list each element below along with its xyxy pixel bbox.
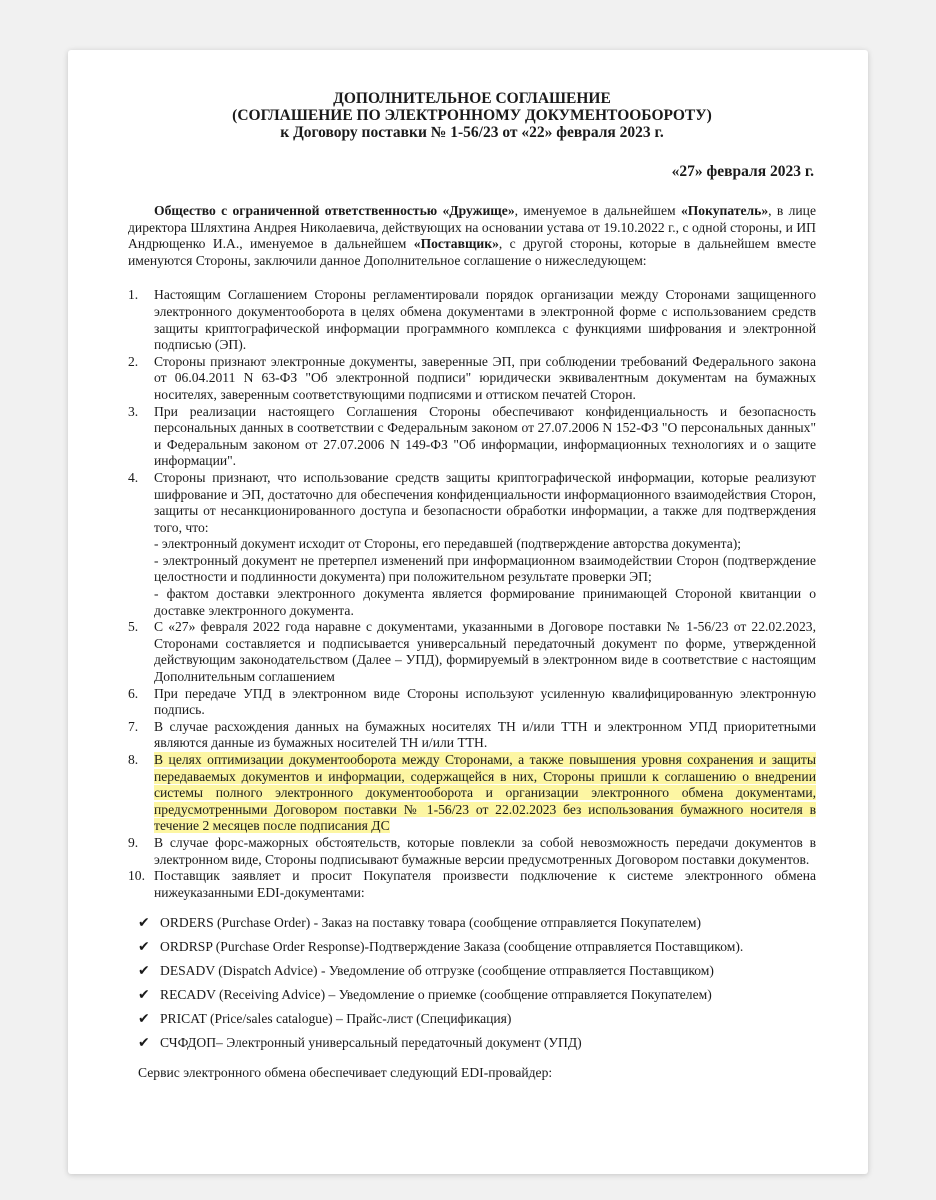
clause-text: Поставщик заявляет и просит Покупателя произвести подключение к системе электронного обмена нижеуказанными EDI-документами: xyxy=(154,868,816,900)
edi-document-label: PRICAT (Price/sales catalogue) – Прайс-лист (Спецификация) xyxy=(160,1011,512,1027)
clause-number: 7. xyxy=(128,718,139,734)
document-title xyxy=(128,90,816,141)
clause-text: С «27» февраля 2022 года наравне с документами, указанными в Договоре поставки № 1-56/23 от 22.02.2023, Сторонами составляется и подписывается универсальный передаточный документ по форме, утвержденной действующим законодательством (Далее – УПД), формируемый в электронном виде в соответствие с настоящим Дополнительным соглашением xyxy=(154,619,816,685)
clause-number: 6. xyxy=(128,685,139,701)
checkmark-icon: ✔ xyxy=(138,1011,150,1028)
edi-documents-list xyxy=(138,915,816,1059)
clause-number: 9. xyxy=(128,834,139,850)
edi-document-item xyxy=(138,1011,816,1035)
checkmark-icon: ✔ xyxy=(138,987,150,1004)
edi-document-label: ORDERS (Purchase Order) - Заказ на поставку товара (сообщение отправляется Покупателем) xyxy=(160,915,702,931)
clause-text: В случае расхождения данных на бумажных носителях ТН и/или ТТН и электронном УПД приоритетными являются данные из бумажных носителей ТН и/или ТТН. xyxy=(154,718,816,751)
clause-subitem: - электронный документ исходит от Стороны, его передавшей (подтверждение авторства документа); xyxy=(154,536,742,552)
edi-document-label: DESADV (Dispatch Advice) - Уведомление об отгрузке (сообщение отправляется Поставщиком) xyxy=(160,963,714,979)
intro-part-3: , с другой стороны, которые в дальнейшем вместе именуются Стороны, заключили данное Дополнительное соглашение о нижеследующем: xyxy=(128,236,816,268)
clause-number: 8. xyxy=(128,752,139,767)
document-date: «27» февраля 2023 г. xyxy=(671,163,814,180)
clause-text: Настоящим Соглашением Стороны регламентировали порядок организации между Сторонами защищенного электронного документооборота в целях обмена документами в электронной форме с использованием средств защиты криптографической информации программного комплекса с функциями шифрования и электронной подписью (ЭП). xyxy=(154,287,816,353)
edi-document-item xyxy=(138,939,816,963)
clause-number: 10. xyxy=(128,868,145,884)
clause-item xyxy=(128,619,816,685)
document-page xyxy=(68,50,868,1174)
edi-document-item xyxy=(138,915,816,939)
clause-text: При реализации настоящего Соглашения Стороны обеспечивают конфиденциальность и безопасность персональных данных в соответствии с Федеральным законом от 27.07.2006 N 152-ФЗ "О персональных данных" и Федеральным законом от 27.07.2006 N 149-ФЗ "Об информации, информационных технологиях и о защите информации". xyxy=(154,403,816,469)
edi-document-item xyxy=(138,963,816,987)
clause-text: При передаче УПД в электронном виде Стороны используют усиленную квалифицированную электронную подпись. xyxy=(154,685,816,718)
clause-number: 1. xyxy=(128,287,139,303)
edi-document-item xyxy=(138,1035,816,1059)
intro-part-2: , в лице директора Шляхтина Андрея Николаевича, действующих на основании устава от 19.10.2022 г., с одной стороны, и ИП Андрющенко И.А., именуемое в дальнейшем xyxy=(128,203,816,252)
closing-line: Сервис электронного обмена обеспечивает следующий EDI-провайдер: xyxy=(138,1065,553,1081)
title-line-1: ДОПОЛНИТЕЛЬНОЕ СОГЛАШЕНИЕ xyxy=(333,90,611,107)
checkmark-icon: ✔ xyxy=(138,915,150,932)
edi-document-label: ORDRSP (Purchase Order Response)-Подтверждение Заказа (сообщение отправляется Поставщиком). xyxy=(160,939,744,955)
clause-subitem: - фактом доставки электронного документа является формирование принимающей Стороной квитанции о доставке электронного документа. xyxy=(154,586,816,618)
clause-item xyxy=(128,404,816,470)
clause-item xyxy=(128,719,816,752)
clauses-list xyxy=(128,287,816,901)
intro-buyer: «Покупатель» xyxy=(680,203,769,218)
intro-part-1: , именуемое в дальнейшем xyxy=(514,203,681,218)
clause-subitem: - электронный документ не претерпел изменений при информационном взаимодействии Сторон (подтверждение целостности и подлинности документа) при положительном результате проверки ЭП; xyxy=(154,552,816,585)
intro-supplier: «Поставщик» xyxy=(413,236,499,252)
checkmark-icon: ✔ xyxy=(138,1035,150,1052)
clause-number: 3. xyxy=(128,403,139,419)
clause-text: В случае форс-мажорных обстоятельств, которые повлекли за собой невозможность передачи документов в электронном виде, Стороны подписывают бумажные версии предусмотренных Договором поставки документов. xyxy=(154,834,816,867)
title-line-2: (СОГЛАШЕНИЕ ПО ЭЛЕКТРОННОМУ ДОКУМЕНТООБОРОТУ) xyxy=(232,107,712,124)
clause-item xyxy=(128,835,816,868)
clause-item xyxy=(128,287,816,353)
clause-item xyxy=(128,354,816,404)
clause-text: Стороны признают электронные документы, заверенные ЭП, при соблюдении требований Федерального закона от 06.04.2011 N 63-ФЗ "Об электронной подписи" юридически эквивалентным документам на бумажных носителях, заверенным соответствующими подписями и оттиском печатей Сторон. xyxy=(154,353,816,402)
clause-text: Стороны признают, что использование средств защиты криптографической информации, которые реализуют шифрование и ЭП, достаточно для обеспечения конфиденциальности информационного взаимодействия Сторон, защиты от несанкционированного доступа и безопасности обработки информации, а также для подтверждения того, что: xyxy=(154,469,816,535)
checkmark-icon: ✔ xyxy=(138,963,150,980)
clause-item xyxy=(128,686,816,719)
clause-number: 4. xyxy=(128,469,139,485)
edi-document-label: СЧФДОП– Электронный универсальный передаточный документ (УПД) xyxy=(160,1035,582,1051)
clause-number: 2. xyxy=(128,353,139,369)
clause-item xyxy=(128,868,816,901)
edi-document-label: RECADV (Receiving Advice) – Уведомление о приемке (сообщение отправляется Покупателем) xyxy=(160,987,712,1003)
clause-number: 5. xyxy=(128,619,139,635)
clause-item xyxy=(128,470,816,619)
clause-item xyxy=(128,752,816,835)
checkmark-icon: ✔ xyxy=(138,939,150,956)
intro-paragraph xyxy=(128,203,816,269)
intro-company: Общество с ограниченной ответственностью «Дружище» xyxy=(154,203,515,218)
clause-text: В целях оптимизации документооборота между Сторонами, а также повышения уровня сохранения и защиты передаваемых документов и информации, содержащейся в них, Стороны пришли к соглашению о внедрении системы полного электронного документооборота и организации электронного обмена документами, предусмотренными Договором поставки № 1-56/23 от 22.02.2023 без использования бумажного носителя в течение 2 месяцев после подписания ДС xyxy=(154,752,816,834)
edi-document-item xyxy=(138,987,816,1011)
title-line-3: к Договору поставки № 1-56/23 от «22» февраля 2023 г. xyxy=(280,124,664,141)
